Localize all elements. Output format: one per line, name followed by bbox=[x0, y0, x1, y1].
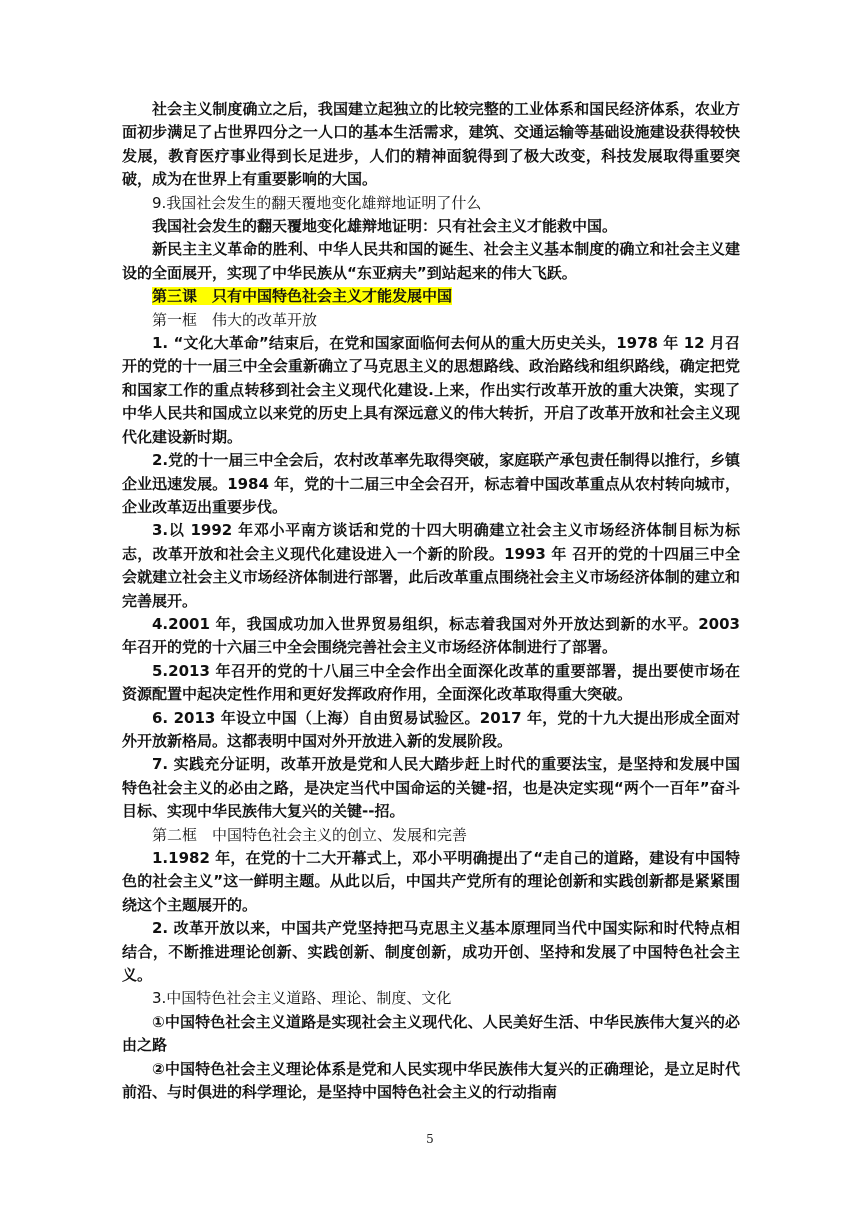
answer-9-main: 我国社会发生的翻天覆地变化雄辩地证明：只有社会主义才能救中国。 bbox=[152, 217, 618, 236]
paragraph-socialist-achievements: 社会主义制度确立之后，我国建立起独立的比较完整的工业体系和国民经济体系，农业方面初步满足了占世界四分之一人口的基本生活需求，建筑、交通运输等基础设施建设获得较快发展，教育医疗事业得到长足进步，人们的精神面貌得到了极大改变，科技发展取得重要突破，成为在世界上有重要影响的大国。 bbox=[122, 100, 740, 189]
frame-2-point-2: 2. 改革开放以来，中国共产党坚持把马克思主义基本原理同当代中国实际和时代特点相结合，不断推进理论创新、实践创新、制度创新，成功开创、坚持和发展了中国特色社会主义。 bbox=[122, 919, 740, 985]
frame-2-point-3: 3.中国特色社会主义道路、理论、制度、文化 bbox=[152, 989, 452, 1008]
point-5: 5.2013 年召开的党的十八届三中全会作出全面深化改革的重要部署，提出要使市场在资源配置中起决定性作用和更好发挥政府作用，全面深化改革取得重大突破。 bbox=[122, 661, 740, 704]
point-4: 4.2001 年，我国成功加入世界贸易组织，标志着我国对外开放达到新的水平。2003 年召开的党的十六届三中全会围绕完善社会主义市场经济体制进行了部署。 bbox=[122, 614, 740, 657]
point-3: 3.以 1992 年邓小平南方谈话和党的十四大明确建立社会主义市场经济体制目标为标志，改革开放和社会主义现代化建设进入一个新的阶段。1993 年 召开的党的十四届三中全会就建立社会主义市场经济体制进行部署，此后改革重点围绕社会主义市场经济体制的建立和完善展开。 bbox=[122, 521, 740, 610]
frame-2-point-3-item-2: ②中国特色社会主义理论体系是党和人民实现中华民族伟大复兴的正确理论，是立足时代前沿、与时俱进的科学理论，是坚持中国特色社会主义的行动指南 bbox=[122, 1059, 740, 1102]
point-6: 6. 2013 年设立中国（上海）自由贸易试验区。2017 年，党的十九大提出形成全面对外开放新格局。这都表明中国对外开放进入新的发展阶段。 bbox=[122, 708, 740, 750]
point-1: 1. “文化大革命”结束后，在党和国家面临何去何从的重大历史关头，1978 年 12 月召开的党的十一届三中全会重新确立了马克思主义的思想路线、政治路线和组织路线，确定把党和国家工作的重点转移到社会主义现代化建设.上来，作出实行改革开放的重大决策，实现了中华人民共和国成立以来党的历史上具有深远意义的伟大转折，开启了改革开放和社会主义现代化建设新时期。 bbox=[122, 334, 740, 446]
page-body bbox=[122, 98, 740, 1104]
lesson-3-heading bbox=[122, 285, 740, 308]
page-number: 5 bbox=[426, 1132, 434, 1146]
point-2: 2.党的十一届三中全会后，农村改革率先取得突破，家庭联产承包责任制得以推行，乡镇企业迅速发展。1984 年，党的十二届三中全会召开，标志着中国改革重点从农村转向城市，企业改革迈出重要步伐。 bbox=[122, 451, 740, 516]
frame-2-point-3-item-1: ①中国特色社会主义道路是实现社会主义现代化、人民美好生活、中华民族伟大复兴的必由之路 bbox=[122, 1012, 740, 1055]
frame-2-point-1: 1.1982 年，在党的十二大开幕式上，邓小平明确提出了“走自己的道路，建设有中国特色的社会主义”这一鲜明主题。从此以后，中国共产党所有的理论创新和实践创新都是紧紧围绕这个主题展开的。 bbox=[122, 849, 740, 914]
answer-9-detail: 新民主主义革命的胜利、中华人民共和国的诞生、社会主义基本制度的确立和社会主义建设的全面展开，实现了中华民族从“东亚病夫”到站起来的伟大飞跃。 bbox=[122, 240, 740, 282]
question-9: 9.我国社会发生的翻天覆地变化雄辩地证明了什么 bbox=[152, 193, 482, 212]
lesson-3-title-highlight: 第三课 只有中国特色社会主义才能发展中国 bbox=[152, 287, 453, 306]
point-7: 7. 实践充分证明，改革开放是党和人民大踏步赶上时代的重要法宝，是坚持和发展中国特色社会主义的必由之路，是决定当代中国命运的关键-招，也是决定实现“两个一百年”奋斗目标、实现中华民族伟大复兴的关键--招。 bbox=[122, 755, 740, 821]
frame-1-heading: 第一框 伟大的改革开放 bbox=[152, 310, 318, 329]
frame-2-heading: 第二框 中国特色社会主义的创立、发展和完善 bbox=[152, 825, 468, 844]
